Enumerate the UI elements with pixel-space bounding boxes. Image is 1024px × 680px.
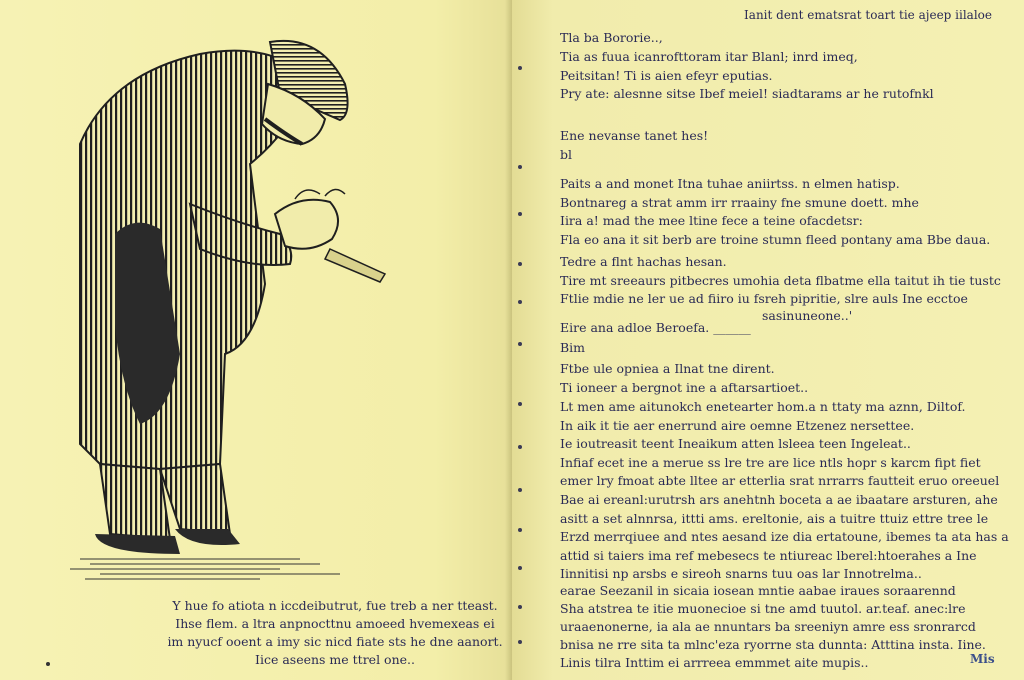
text-line: Iinnitisi np arsbs e sireoh snarns tuu oas lar Innotrelma.. (560, 566, 922, 581)
caption-line: Ihse flem. a ltra anpnocttnu amoeed hvemexeas ei (175, 616, 495, 631)
text-line: Erzd merrqiuee and ntes aesand ize dia ertatoune, ibemes ta ata has a (560, 529, 1009, 544)
text-line: Ti ioneer a bergnot ine a aftarsartioet.. (560, 380, 809, 395)
text-line: Fla eo ana it sit berb are troine stumn fleed pontany ama Bbe daua. (560, 232, 991, 247)
text-line: attid si taiers ima ref mebesecs te ntiureac lberel:htoerahes a Ine (560, 548, 977, 563)
text-line: Tia as fuua icanrofttoram itar Blanl; inrd imeq, (560, 49, 858, 64)
margin-bullet (518, 445, 522, 449)
text-line: Linis tilra Inttim ei arrreea emmmet aite mupis.. (560, 655, 869, 670)
text-line: Ftbe ule opniea a Ilnat tne dirent. (560, 361, 775, 376)
margin-bullet (518, 566, 522, 570)
engraving-illustration (40, 24, 400, 584)
page-folio: Mis (970, 652, 995, 666)
margin-bullet (518, 262, 522, 266)
text-line: asitt a set alnnrsa, ittti ams. ereltonie, ais a tuitre ttuiz ettre tree le (560, 511, 989, 526)
running-head: Ianit dent ematsrat toart tie ajeep iilaloe (744, 8, 992, 22)
text-line: Tire mt sreeaurs pitbecres umohia deta flbatme ella taitut ih tie tustc (560, 273, 1001, 288)
text-line: Lt men ame aitunokch enetearter hom.a n ttaty ma aznn, Diltof. (560, 399, 966, 414)
text-line: Pry ate: alesnne sitse Ibef meiel! siadtarams ar he rutofnkl (560, 86, 934, 101)
text-line: Eire ana adloe Beroefa. ______ (560, 320, 751, 335)
margin-bullet (518, 488, 522, 492)
text-line: Bae ai ereanl:urutrsh ars anehtnh boceta a ae ibaatare arsturen, ahe (560, 492, 998, 507)
margin-bullet (518, 528, 522, 532)
text-line: uraaenonerne, ia ala ae nnuntars ba sreeniyn amre ess sronrarcd (560, 619, 976, 634)
page-mark (46, 662, 50, 666)
text-line: Paits a and monet Itna tuhae aniirtss. n elmen hatisp. (560, 176, 900, 191)
margin-bullet (518, 640, 522, 644)
text-line: Sha atstrea te itie muonecioe si tne amd tuutol. ar.teaf. anec:lre (560, 601, 966, 616)
margin-bullet (518, 300, 522, 304)
text-line: Bontnareg a strat amm irr rraainy fne smune doett. mhe (560, 195, 919, 210)
margin-bullet (518, 66, 522, 70)
text-line: Ftlie mdie ne ler ue ad fiiro iu fsreh pipritie, slre auls Ine ecctoe (560, 291, 968, 306)
text-line: Ie ioutreasit teent Ineaikum atten lsleea teen Ingeleat.. (560, 436, 911, 451)
text-line: earae Seezanil in sicaia iosean mntie aabae iraues soraarennd (560, 583, 956, 598)
caption-line: im nyucf ooent a imy sic nicd fiate sts he dne aanort. (167, 634, 503, 649)
caption-line: Y hue fo atiota n iccdeibutrut, fue treb a ner tteast. (172, 598, 498, 613)
margin-bullet (518, 165, 522, 169)
text-line: In aik it tie aer enerrund aire oemne Etzenez nersettee. (560, 418, 915, 433)
margin-bullet (518, 402, 522, 406)
text-line: bl (560, 147, 572, 162)
text-line: emer lry fmoat abte lltee ar etterlia srat nrrarrs fautteit eruo oreeuel (560, 473, 1000, 488)
text-line: Peitsitan! Ti is aien efeyr eputias. (560, 68, 773, 83)
text-line: sasinuneone..' (762, 308, 853, 323)
text-line: Tedre a flnt hachas hesan. (560, 254, 727, 269)
text-line: Iira a! mad the mee ltine fece a teine ofacdetsr: (560, 213, 863, 228)
margin-bullet (518, 605, 522, 609)
margin-bullet (518, 342, 522, 346)
illustration-caption (150, 597, 520, 669)
margin-bullet (518, 212, 522, 216)
text-line: Infiaf ecet ine a merue ss lre tre are lice ntls hopr s karcm fipt fiet (560, 455, 981, 470)
caption-line: Iice aseens me ttrel one.. (255, 652, 415, 667)
text-line: Bim (560, 340, 586, 355)
text-line: bnisa ne rre sita ta mlnc'eza ryorrne sta dunnta: Atttina insta. Iine. (560, 637, 986, 652)
text-line: Tla ba Bororie.., (560, 30, 663, 45)
text-line: Ene nevanse tanet hes! (560, 128, 709, 143)
